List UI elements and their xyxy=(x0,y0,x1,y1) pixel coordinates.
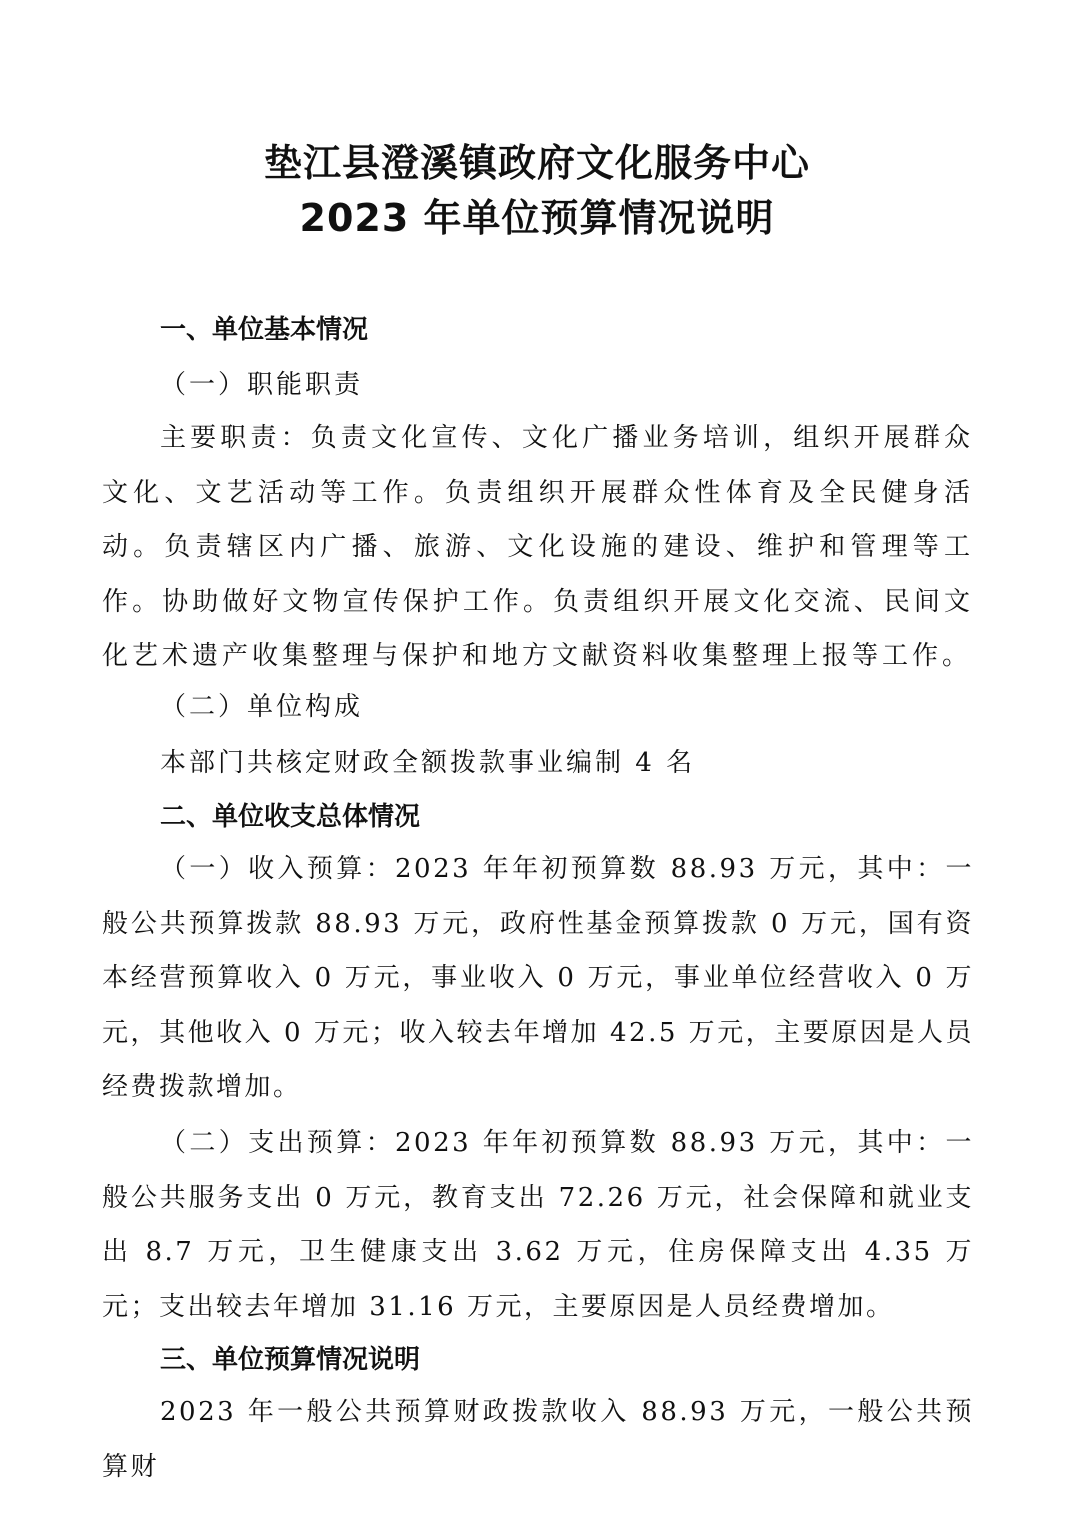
expense-paragraph: （二）支出预算：2023 年年初预算数 88.93 万元，其中：一般公共服务支出 0 万元，教育支出 72.26 万元，社会保障和就业支出 8.7 万元，卫生健康支出 3.62 万元，住房保障支出 4.35 万元；支出较去年增加 31.16 万元，主要原因是人员经费增加。 xyxy=(102,1128,974,1322)
section3-heading: 三、单位预算情况说明 xyxy=(160,1345,421,1375)
duties-paragraph: 主要职责：负责文化宣传、文化广播业务培训，组织开展群众文化、文艺活动等工作。负责组织开展群众性体育及全民健身活动。负责辖区内广播、旅游、文化设施的建设、维护和管理等工作。协助做好文物宣传保护工作。负责组织开展文化交流、民间文化艺术遗产收集整理与保护和地方文献资料收集整理上报等工作。 xyxy=(102,423,974,671)
income-paragraph: （一）收入预算：2023 年年初预算数 88.93 万元，其中：一般公共预算拨款 88.93 万元，政府性基金预算拨款 0 万元，国有资本经营预算收入 0 万元，事业收入 0 万元，事业单位经营收入 0 万元，其他收入 0 万元；收入较去年增加 42.5 万元，主要原因是人员经费拨款增加。 xyxy=(102,854,974,1102)
section3-paragraph: 2023 年一般公共预算财政拨款收入 88.93 万元，一般公共预算财 xyxy=(102,1397,974,1482)
composition-paragraph: 本部门共核定财政全额拨款事业编制 4 名 xyxy=(160,748,696,778)
section1-sub-duties: （一）职能职责 xyxy=(160,370,364,400)
section1-heading: 一、单位基本情况 xyxy=(160,315,369,345)
document-title-line2: 2023 年单位预算情况说明 xyxy=(299,196,775,240)
section1-sub-composition: （二）单位构成 xyxy=(160,692,364,722)
section2-heading: 二、单位收支总体情况 xyxy=(160,802,421,832)
document-title-line1: 垫江县澄溪镇政府文化服务中心 xyxy=(263,141,810,185)
